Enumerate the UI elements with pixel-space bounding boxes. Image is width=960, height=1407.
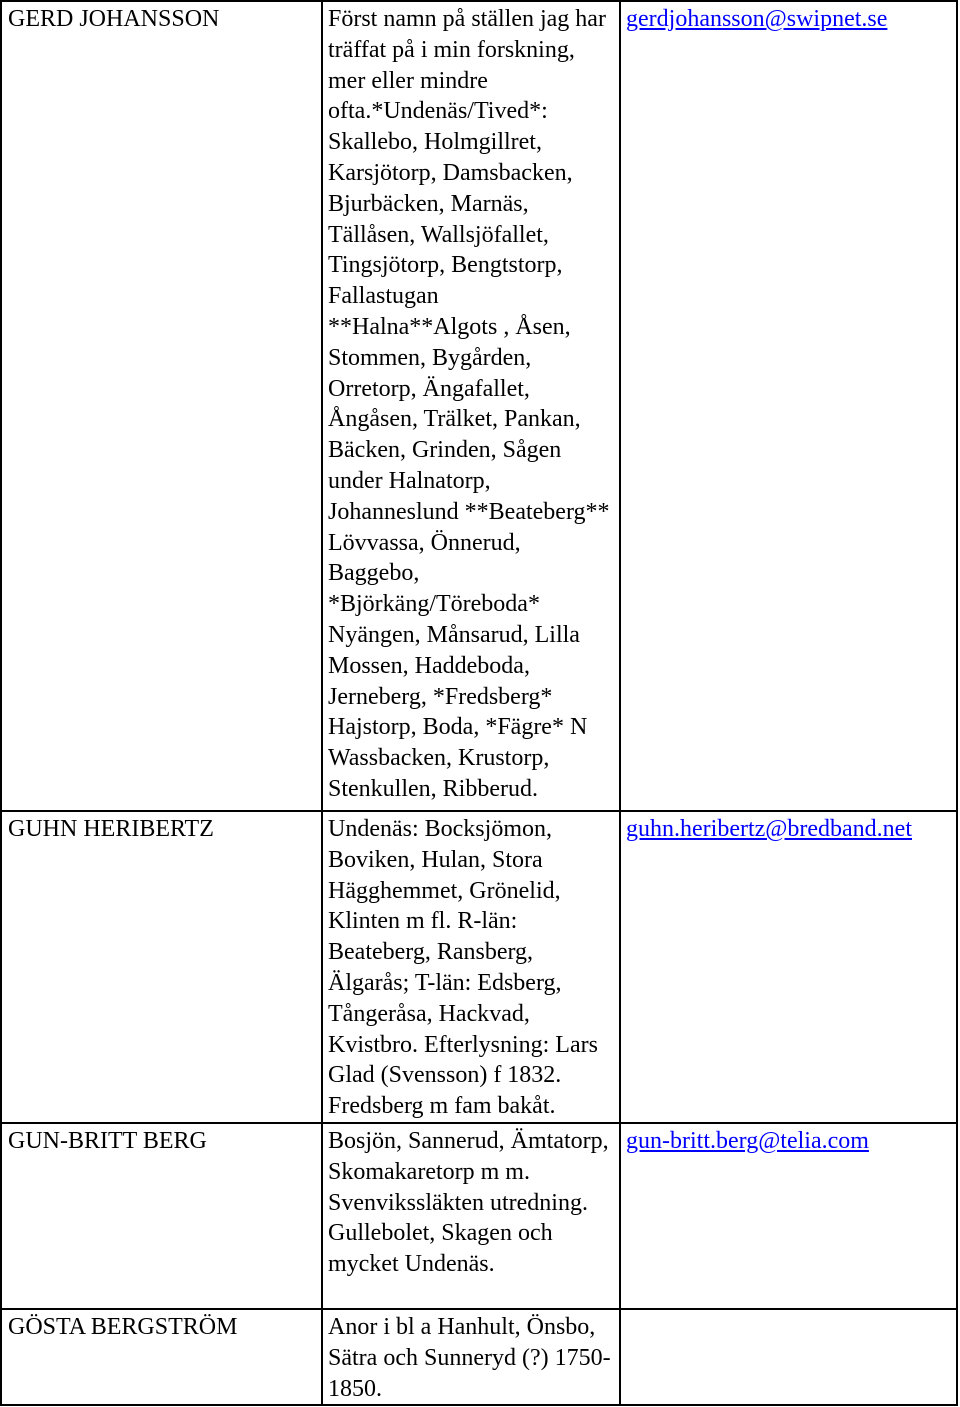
places-line: Bäcken, Grinden, Sågen [328, 437, 562, 464]
places-line: Hägghemmet, Grönelid, [328, 877, 561, 904]
person-name: GUHN HERIBERTZ [8, 816, 214, 842]
places-line: Bosjön, Sannerud, Ämtatorp, [328, 1128, 609, 1154]
places-line: Fallastugan [328, 283, 439, 310]
email-cell [621, 1124, 958, 1310]
places-cell [323, 1124, 621, 1310]
places-line: Klinten m fl. R-län: [328, 908, 518, 935]
places-line: Älgarås; T-län: Edsberg, [328, 969, 562, 996]
places-cell [323, 812, 621, 1124]
places-line: under Halnatorp, [328, 467, 491, 494]
places-line: Först namn på ställen jag har [328, 6, 606, 32]
places-line: Orretorp, Ängafallet, [328, 375, 530, 402]
person-name: GUN-BRITT BERG [8, 1128, 207, 1154]
places-cell [323, 1310, 621, 1406]
places-line: Skallebo, Holmgillret, [328, 129, 542, 156]
places-line: Sätra och Sunneryd (?) 1750- [328, 1344, 611, 1371]
places-line: Wassbacken, Krustorp, [328, 745, 550, 772]
name-cell [2, 1124, 323, 1310]
places-line: ofta.*Undenäs/Tived*: [328, 98, 548, 125]
places-line: Skomakaretorp m m. [328, 1158, 530, 1185]
places-line: Beateberg, Ransberg, [328, 939, 534, 966]
places-line: Hajstorp, Boda, *Fägre* N [328, 714, 588, 741]
name-cell [2, 812, 323, 1124]
places-line: Boviken, Hulan, Stora [328, 846, 543, 873]
places-line: Glad (Svensson) f 1832. [328, 1062, 562, 1089]
places-line: Stenkullen, Ribberud. [328, 775, 538, 802]
places-line: mer eller mindre [328, 67, 488, 94]
places-line: Fredsberg m fam bakåt. [328, 1093, 556, 1120]
places-line: Mossen, Haddeboda, [328, 652, 530, 679]
places-line: Tingsjötorp, Bengtstorp, [328, 252, 563, 279]
places-cell [323, 2, 621, 812]
name-cell [2, 1310, 323, 1406]
places-line: Gullebolet, Skagen och [328, 1220, 553, 1247]
places-line: Kvistbro. Efterlysning: Lars [328, 1031, 598, 1058]
places-line: Nyängen, Månsarud, Lilla [328, 621, 580, 648]
places-line: Anor i bl a Hanhult, Önsbo, [328, 1314, 596, 1340]
person-name: GERD JOHANSSON [8, 6, 220, 32]
places-line: Bjurbäcken, Marnäs, [328, 190, 529, 217]
places-line: mycket Undenäs. [328, 1251, 495, 1278]
places-line: **Halna**Algots , Åsen, [328, 313, 571, 340]
places-line: Svenvikssläkten utredning. [328, 1189, 588, 1216]
places-line: Undenäs: Bocksjömon, [328, 816, 552, 842]
places-line: Ångåsen, Trälket, Pankan, [328, 406, 581, 433]
name-cell [2, 2, 323, 812]
places-line: Karsjötorp, Damsbacken, [328, 159, 573, 186]
places-line: 1850. [328, 1375, 382, 1402]
person-name: GÖSTA BERGSTRÖM [8, 1314, 238, 1340]
places-line: Tällåsen, Wallsjöfallet, [328, 221, 549, 248]
email-link[interactable]: gun-britt.berg@telia.com [626, 1128, 869, 1154]
places-line: Johanneslund **Beateberg** [328, 498, 610, 525]
email-link[interactable]: guhn.heribertz@bredband.net [626, 816, 912, 842]
email-cell [621, 2, 958, 812]
places-line: *Björkäng/Töreboda* [328, 591, 540, 618]
places-line: Stommen, Bygården, [328, 344, 532, 371]
places-line: Baggebo, [328, 560, 420, 587]
places-line: Jerneberg, *Fredsberg* [328, 683, 553, 710]
places-line: träffat på i min forskning, [328, 36, 575, 63]
email-cell [621, 812, 958, 1124]
places-line: Tångeråsa, Hackvad, [328, 1000, 530, 1027]
email-link[interactable]: gerdjohansson@swipnet.se [626, 6, 888, 32]
email-cell [621, 1310, 958, 1406]
places-line: Lövvassa, Önnerud, [328, 529, 521, 556]
